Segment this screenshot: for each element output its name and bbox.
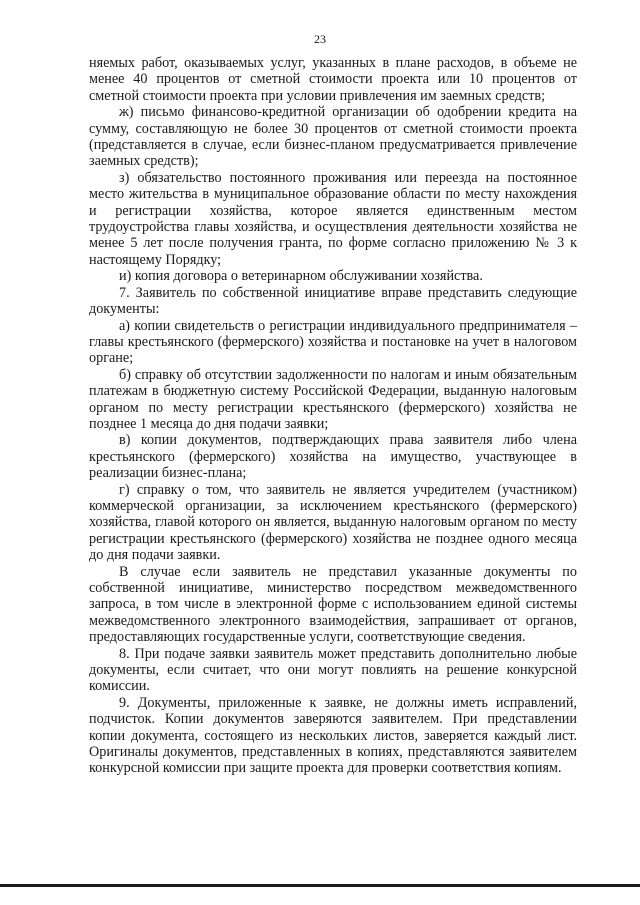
paragraph: а) копии свидетельств о регистрации индивидуального предпринимателя – главы крестьянского (фермерского) хозяйства и постановке на учет в налоговом органе; <box>89 317 577 367</box>
paragraph: б) справку об отсутствии задолженности по налогам и иным обязательным платежам в бюджетную систему Российской Федерации, выданную налоговым органом по месту регистрации крестьянского (фермерского) хозяйства не позднее 1 месяца до дня подачи заявки; <box>89 366 577 432</box>
document-body <box>89 55 577 777</box>
paragraph: ж) письмо финансово-кредитной организации об одобрении кредита на сумму, составляющую не более 30 процентов от сметной стоимости проекта (представляется в случае, если бизнес-планом предусматривается привлечение заемных средств); <box>89 104 577 170</box>
paragraph: 9. Документы, приложенные к заявке, не должны иметь исправлений, подчисток. Копии документов заверяются заявителем. При представлении копии документа, состоящего из нескольких листов, заверяется каждый лист. Оригиналы документов, представленных в копиях, представляются заявителем конкурсной комиссии при защите проекта для проверки соответствия копиям. <box>89 694 577 777</box>
paragraph: 7. Заявитель по собственной инициативе вправе представить следующие документы: <box>89 284 577 318</box>
bottom-divider <box>0 884 640 887</box>
paragraph: 8. При подаче заявки заявитель может представить дополнительно любые документы, если считает, что они могут повлиять на решение конкурсной комиссии. <box>89 645 577 695</box>
paragraph: з) обязательство постоянного проживания или переезда на постоянное место жительства в муниципальное образование области по месту нахождения и регистрации хозяйства, которое является единственным местом трудоустройства главы хозяйства, и осуществления деятельности хозяйства не менее 5 лет после получения гранта, по форме согласно приложению № 3 к настоящему Порядку; <box>89 169 577 268</box>
page-number: 23 <box>314 32 326 46</box>
paragraph: няемых работ, оказываемых услуг, указанных в плане расходов, в объеме не менее 40 процентов от сметной стоимости проекта или 10 процентов от сметной стоимости проекта при условии привлечения им заемных средств; <box>89 55 577 104</box>
paragraph: г) справку о том, что заявитель не является учредителем (участником) коммерческой организации, за исключением крестьянского (фермерского) хозяйства, главой которого он является, выданную налоговым органом по месту регистрации крестьянского (фермерского) хозяйства не позднее одного месяца до дня подачи заявки. <box>89 481 577 564</box>
paragraph: в) копии документов, подтверждающих права заявителя либо члена крестьянского (фермерского) хозяйства на имущество, участвующее в реализации бизнес-плана; <box>89 432 577 482</box>
paragraph: В случае если заявитель не представил указанные документы по собственной инициативе, министерство посредством межведомственного запроса, в том числе в электронной форме с использованием единой системы межведомственного электронного взаимодействия, запрашивает от органов, предоставляющих государственные услуги, соответствующие сведения. <box>89 563 577 646</box>
paragraph: и) копия договора о ветеринарном обслуживании хозяйства. <box>119 268 483 285</box>
